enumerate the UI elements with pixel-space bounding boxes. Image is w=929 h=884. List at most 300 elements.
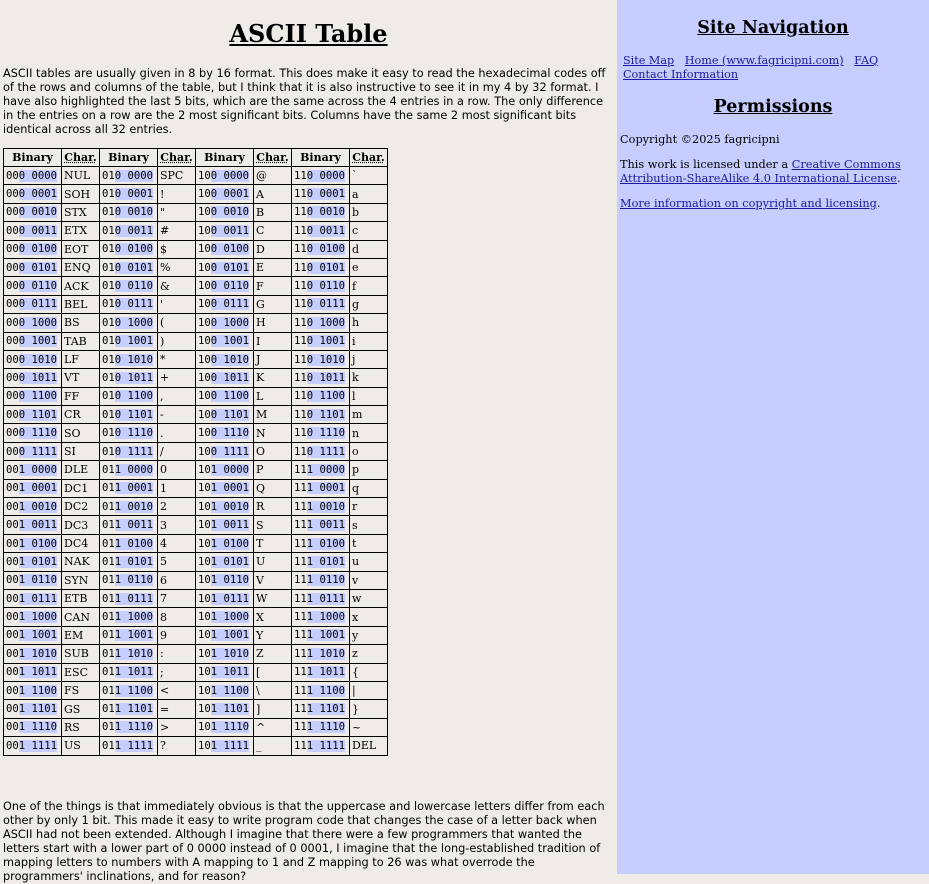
- high-bits: 11: [294, 335, 307, 348]
- high-bits: 00: [6, 500, 19, 513]
- char-cell: j: [350, 350, 388, 368]
- binary-cell: [292, 277, 350, 295]
- char-cell: ACK: [62, 277, 100, 295]
- binary-cell: [100, 314, 158, 332]
- binary-cell: [292, 498, 350, 516]
- binary-cell: [196, 277, 254, 295]
- low-bits-highlight: 0 1110: [306, 427, 346, 440]
- header-char-abbr: Char.: [352, 151, 385, 164]
- high-bits: 11: [294, 427, 307, 440]
- high-bits: 00: [6, 703, 19, 716]
- table-row: [4, 314, 388, 332]
- high-bits: 00: [6, 684, 19, 697]
- binary-cell: [4, 277, 62, 295]
- char-cell: K: [254, 369, 292, 387]
- char-cell: l: [350, 387, 388, 405]
- high-bits: 10: [198, 206, 211, 219]
- low-bits-highlight: 0 1100: [306, 390, 346, 403]
- char-cell: ': [158, 295, 196, 313]
- char-cell: CR: [62, 406, 100, 424]
- binary-cell: [292, 185, 350, 203]
- high-bits: 11: [294, 519, 307, 532]
- binary-cell: [100, 369, 158, 387]
- low-bits-highlight: 0 1111: [306, 445, 346, 458]
- char-cell: FF: [62, 387, 100, 405]
- binary-cell: [4, 167, 62, 185]
- low-bits-highlight: 1 0010: [306, 500, 346, 513]
- char-cell: -: [158, 406, 196, 424]
- low-bits-highlight: 1 0100: [18, 537, 58, 550]
- high-bits: 01: [102, 261, 115, 274]
- char-cell: C: [254, 222, 292, 240]
- high-bits: 01: [102, 353, 115, 366]
- more-info: [620, 197, 920, 211]
- low-bits-highlight: 0 0110: [306, 280, 346, 293]
- char-cell: T: [254, 534, 292, 552]
- high-bits: 00: [6, 243, 19, 256]
- high-bits: 10: [198, 592, 211, 605]
- char-cell: ESC: [62, 663, 100, 681]
- binary-cell: [292, 406, 350, 424]
- binary-cell: [100, 737, 158, 755]
- high-bits: 11: [294, 280, 307, 293]
- table-row: [4, 277, 388, 295]
- char-cell: 6: [158, 571, 196, 589]
- binary-cell: [100, 277, 158, 295]
- high-bits: 01: [102, 500, 115, 513]
- binary-cell: [100, 387, 158, 405]
- char-cell: ;: [158, 663, 196, 681]
- char-cell: (: [158, 314, 196, 332]
- high-bits: 11: [294, 206, 307, 219]
- char-cell: 8: [158, 608, 196, 626]
- low-bits-highlight: 0 1010: [210, 353, 250, 366]
- char-cell: STX: [62, 203, 100, 221]
- char-cell: DLE: [62, 461, 100, 479]
- high-bits: 00: [6, 280, 19, 293]
- binary-cell: [292, 167, 350, 185]
- low-bits-highlight: 1 0000: [306, 463, 346, 476]
- binary-cell: [196, 369, 254, 387]
- char-cell: :: [158, 645, 196, 663]
- table-row: [4, 222, 388, 240]
- char-cell: w: [350, 589, 388, 607]
- high-bits: 01: [102, 611, 115, 624]
- low-bits-highlight: 0 0101: [114, 261, 154, 274]
- char-cell: ~: [350, 718, 388, 736]
- high-bits: 11: [294, 703, 307, 716]
- char-cell: Q: [254, 479, 292, 497]
- binary-cell: [100, 498, 158, 516]
- binary-cell: [100, 332, 158, 350]
- low-bits-highlight: 1 1001: [114, 629, 154, 642]
- high-bits: 11: [294, 555, 307, 568]
- high-bits: 10: [198, 482, 211, 495]
- high-bits: 00: [6, 335, 19, 348]
- low-bits-highlight: 0 1001: [18, 335, 58, 348]
- char-cell: 0: [158, 461, 196, 479]
- table-row: [4, 681, 388, 699]
- low-bits-highlight: 1 0111: [114, 592, 154, 605]
- binary-cell: [100, 553, 158, 571]
- binary-cell: [292, 516, 350, 534]
- char-cell: h: [350, 314, 388, 332]
- low-bits-highlight: 0 0100: [306, 243, 346, 256]
- binary-cell: [196, 498, 254, 516]
- table-row: [4, 737, 388, 755]
- low-bits-highlight: 1 1101: [18, 703, 58, 716]
- low-bits-highlight: 0 0100: [18, 243, 58, 256]
- char-cell: d: [350, 240, 388, 258]
- high-bits: 10: [198, 721, 211, 734]
- binary-cell: [100, 645, 158, 663]
- binary-cell: [100, 534, 158, 552]
- high-bits: 00: [6, 408, 19, 421]
- high-bits: 01: [102, 371, 115, 384]
- binary-cell: [4, 332, 62, 350]
- more-info-link[interactable]: More information on copyright and licensing: [620, 197, 877, 210]
- table-row: [4, 461, 388, 479]
- binary-cell: [292, 553, 350, 571]
- table-row: [4, 571, 388, 589]
- binary-cell: [100, 295, 158, 313]
- low-bits-highlight: 1 0111: [210, 592, 250, 605]
- binary-cell: [4, 571, 62, 589]
- char-cell: SPC: [158, 167, 196, 185]
- high-bits: 00: [6, 445, 19, 458]
- high-bits: 00: [6, 482, 19, 495]
- char-cell: W: [254, 589, 292, 607]
- table-row: [4, 406, 388, 424]
- binary-cell: [196, 608, 254, 626]
- binary-cell: [4, 645, 62, 663]
- high-bits: 10: [198, 243, 211, 256]
- table-row: [4, 240, 388, 258]
- binary-cell: [100, 442, 158, 460]
- high-bits: 00: [6, 353, 19, 366]
- low-bits-highlight: 0 1001: [114, 335, 154, 348]
- low-bits-highlight: 0 1010: [114, 353, 154, 366]
- low-bits-highlight: 1 0001: [18, 482, 58, 495]
- table-row: [4, 645, 388, 663]
- char-cell: RS: [62, 718, 100, 736]
- low-bits-highlight: 1 1100: [18, 684, 58, 697]
- char-cell: DEL: [350, 737, 388, 755]
- table-row: [4, 350, 388, 368]
- low-bits-highlight: 0 0111: [114, 298, 154, 311]
- binary-cell: [292, 222, 350, 240]
- char-cell: US: [62, 737, 100, 755]
- binary-cell: [292, 350, 350, 368]
- page-title: ASCII Table: [229, 19, 388, 48]
- low-bits-highlight: 0 0010: [114, 206, 154, 219]
- high-bits: 11: [294, 188, 307, 201]
- char-cell: SUB: [62, 645, 100, 663]
- nav-link-site-map[interactable]: Site Map: [623, 54, 675, 67]
- low-bits-highlight: 0 1011: [114, 371, 154, 384]
- char-cell: B: [254, 203, 292, 221]
- binary-cell: [100, 424, 158, 442]
- low-bits-highlight: 0 0001: [306, 188, 346, 201]
- char-cell: m: [350, 406, 388, 424]
- char-cell: <: [158, 681, 196, 699]
- low-bits-highlight: 0 0101: [18, 261, 58, 274]
- low-bits-highlight: 1 0110: [18, 574, 58, 587]
- high-bits: 00: [6, 261, 19, 274]
- low-bits-highlight: 0 1000: [306, 316, 346, 329]
- header-char: [158, 149, 196, 167]
- char-cell: {: [350, 663, 388, 681]
- binary-cell: [292, 369, 350, 387]
- low-bits-highlight: 1 0110: [306, 574, 346, 587]
- table-row: [4, 700, 388, 718]
- binary-cell: [196, 185, 254, 203]
- low-bits-highlight: 1 1111: [210, 739, 250, 752]
- high-bits: 11: [294, 243, 307, 256]
- low-bits-highlight: 1 0101: [210, 555, 250, 568]
- high-bits: 01: [102, 316, 115, 329]
- binary-cell: [100, 700, 158, 718]
- header-char: [254, 149, 292, 167]
- table-row: [4, 185, 388, 203]
- binary-cell: [100, 167, 158, 185]
- low-bits-highlight: 0 1000: [114, 316, 154, 329]
- low-bits-highlight: 0 1010: [18, 353, 58, 366]
- binary-cell: [100, 589, 158, 607]
- low-bits-highlight: 1 1110: [18, 721, 58, 734]
- binary-cell: [292, 608, 350, 626]
- high-bits: 10: [198, 335, 211, 348]
- low-bits-highlight: 1 1011: [210, 666, 250, 679]
- char-cell: ]: [254, 700, 292, 718]
- high-bits: 01: [102, 169, 115, 182]
- low-bits-highlight: 1 1100: [114, 684, 154, 697]
- high-bits: 10: [198, 390, 211, 403]
- low-bits-highlight: 1 0110: [114, 574, 154, 587]
- char-cell: o: [350, 442, 388, 460]
- binary-cell: [4, 663, 62, 681]
- binary-cell: [4, 222, 62, 240]
- binary-cell: [100, 718, 158, 736]
- low-bits-highlight: 1 0010: [114, 500, 154, 513]
- low-bits-highlight: 0 1101: [210, 408, 250, 421]
- char-cell: O: [254, 442, 292, 460]
- nav-link-faq[interactable]: FAQ: [854, 54, 879, 67]
- low-bits-highlight: 0 1011: [210, 371, 250, 384]
- char-cell: I: [254, 332, 292, 350]
- binary-cell: [196, 700, 254, 718]
- char-cell: b: [350, 203, 388, 221]
- binary-cell: [196, 737, 254, 755]
- table-row: [4, 608, 388, 626]
- low-bits-highlight: 1 1001: [18, 629, 58, 642]
- char-cell: F: [254, 277, 292, 295]
- binary-cell: [100, 240, 158, 258]
- high-bits: 01: [102, 445, 115, 458]
- char-cell: ": [158, 203, 196, 221]
- nav-link-contact[interactable]: Contact Information: [623, 68, 739, 81]
- header-char-abbr: Char.: [256, 151, 289, 164]
- char-cell: c: [350, 222, 388, 240]
- high-bits: 11: [294, 261, 307, 274]
- high-bits: 01: [102, 463, 115, 476]
- low-bits-highlight: 0 0000: [306, 169, 346, 182]
- high-bits: 01: [102, 647, 115, 660]
- char-cell: ^: [254, 718, 292, 736]
- low-bits-highlight: 1 1000: [306, 611, 346, 624]
- low-bits-highlight: 1 1101: [306, 703, 346, 716]
- high-bits: 11: [294, 537, 307, 550]
- high-bits: 10: [198, 500, 211, 513]
- char-cell: %: [158, 258, 196, 276]
- copyright-notice: Copyright ©2025 fagricipni: [620, 133, 780, 146]
- low-bits-highlight: 0 1001: [306, 335, 346, 348]
- binary-cell: [292, 295, 350, 313]
- low-bits-highlight: 1 0011: [18, 519, 58, 532]
- high-bits: 11: [294, 371, 307, 384]
- binary-cell: [100, 461, 158, 479]
- low-bits-highlight: 0 0010: [306, 206, 346, 219]
- binary-cell: [4, 350, 62, 368]
- table-row: [4, 387, 388, 405]
- low-bits-highlight: 0 0001: [18, 188, 58, 201]
- binary-cell: [4, 424, 62, 442]
- low-bits-highlight: 0 0110: [114, 280, 154, 293]
- binary-cell: [4, 406, 62, 424]
- char-cell: #: [158, 222, 196, 240]
- high-bits: 11: [294, 482, 307, 495]
- char-cell: J: [254, 350, 292, 368]
- high-bits: 01: [102, 427, 115, 440]
- low-bits-highlight: 0 1111: [114, 445, 154, 458]
- high-bits: 01: [102, 390, 115, 403]
- binary-cell: [196, 553, 254, 571]
- table-row: [4, 553, 388, 571]
- high-bits: 00: [6, 629, 19, 642]
- binary-cell: [292, 737, 350, 755]
- low-bits-highlight: 1 1110: [306, 721, 346, 734]
- char-cell: EM: [62, 626, 100, 644]
- char-cell: g: [350, 295, 388, 313]
- high-bits: 11: [294, 298, 307, 311]
- binary-cell: [196, 626, 254, 644]
- binary-cell: [100, 681, 158, 699]
- high-bits: 01: [102, 574, 115, 587]
- high-bits: 11: [294, 463, 307, 476]
- header-char: [62, 149, 100, 167]
- high-bits: 01: [102, 629, 115, 642]
- high-bits: 11: [294, 445, 307, 458]
- binary-cell: [292, 332, 350, 350]
- char-cell: G: [254, 295, 292, 313]
- high-bits: 11: [294, 316, 307, 329]
- char-cell: t: [350, 534, 388, 552]
- low-bits-highlight: 0 1101: [18, 408, 58, 421]
- char-cell: DC1: [62, 479, 100, 497]
- high-bits: 10: [198, 629, 211, 642]
- low-bits-highlight: 1 1110: [210, 721, 250, 734]
- char-cell: DC2: [62, 498, 100, 516]
- char-cell: x: [350, 608, 388, 626]
- char-cell: X: [254, 608, 292, 626]
- site-navigation-links: [623, 54, 913, 82]
- low-bits-highlight: 0 0011: [114, 224, 154, 237]
- char-cell: ,: [158, 387, 196, 405]
- char-cell: LF: [62, 350, 100, 368]
- high-bits: 01: [102, 188, 115, 201]
- binary-cell: [196, 222, 254, 240]
- binary-cell: [196, 571, 254, 589]
- header-binary: Binary: [196, 149, 254, 167]
- char-cell: q: [350, 479, 388, 497]
- binary-cell: [100, 203, 158, 221]
- low-bits-highlight: 0 1110: [114, 427, 154, 440]
- more-info-suffix: .: [876, 197, 881, 210]
- high-bits: 01: [102, 335, 115, 348]
- nav-link-home[interactable]: Home (www.fagricipni.com): [684, 54, 844, 67]
- low-bits-highlight: 1 1000: [210, 611, 250, 624]
- binary-cell: [100, 663, 158, 681]
- table-row: [4, 626, 388, 644]
- char-cell: |: [350, 681, 388, 699]
- binary-cell: [292, 479, 350, 497]
- char-cell: TAB: [62, 332, 100, 350]
- binary-cell: [4, 700, 62, 718]
- binary-cell: [196, 203, 254, 221]
- low-bits-highlight: 1 0000: [210, 463, 250, 476]
- ascii-table: [3, 148, 388, 756]
- low-bits-highlight: 1 0000: [114, 463, 154, 476]
- low-bits-highlight: 1 1010: [18, 647, 58, 660]
- high-bits: 00: [6, 316, 19, 329]
- char-cell: L: [254, 387, 292, 405]
- char-cell: n: [350, 424, 388, 442]
- low-bits-highlight: 1 0111: [306, 592, 346, 605]
- binary-cell: [292, 663, 350, 681]
- binary-cell: [292, 589, 350, 607]
- binary-cell: [292, 626, 350, 644]
- low-bits-highlight: 1 1111: [114, 739, 154, 752]
- low-bits-highlight: 1 0011: [306, 519, 346, 532]
- binary-cell: [292, 681, 350, 699]
- low-bits-highlight: 0 0101: [306, 261, 346, 274]
- low-bits-highlight: 0 1011: [18, 371, 58, 384]
- high-bits: 11: [294, 721, 307, 734]
- binary-cell: [292, 258, 350, 276]
- char-cell: S: [254, 516, 292, 534]
- low-bits-highlight: 1 0100: [306, 537, 346, 550]
- table-row: [4, 203, 388, 221]
- low-bits-highlight: 0 1011: [306, 371, 346, 384]
- license-suffix: .: [896, 172, 901, 185]
- table-row: [4, 424, 388, 442]
- binary-cell: [292, 645, 350, 663]
- high-bits: 00: [6, 574, 19, 587]
- low-bits-highlight: 0 1100: [18, 390, 58, 403]
- low-bits-highlight: 0 1100: [210, 390, 250, 403]
- char-cell: SYN: [62, 571, 100, 589]
- table-row: [4, 663, 388, 681]
- char-cell: 5: [158, 553, 196, 571]
- high-bits: 11: [294, 353, 307, 366]
- char-cell: SO: [62, 424, 100, 442]
- high-bits: 00: [6, 298, 19, 311]
- char-cell: Z: [254, 645, 292, 663]
- binary-cell: [4, 203, 62, 221]
- license-link[interactable]: Creative Commons Attribution-ShareAlike 4.0 International License: [620, 158, 901, 185]
- char-cell: R: [254, 498, 292, 516]
- low-bits-highlight: 1 0110: [210, 574, 250, 587]
